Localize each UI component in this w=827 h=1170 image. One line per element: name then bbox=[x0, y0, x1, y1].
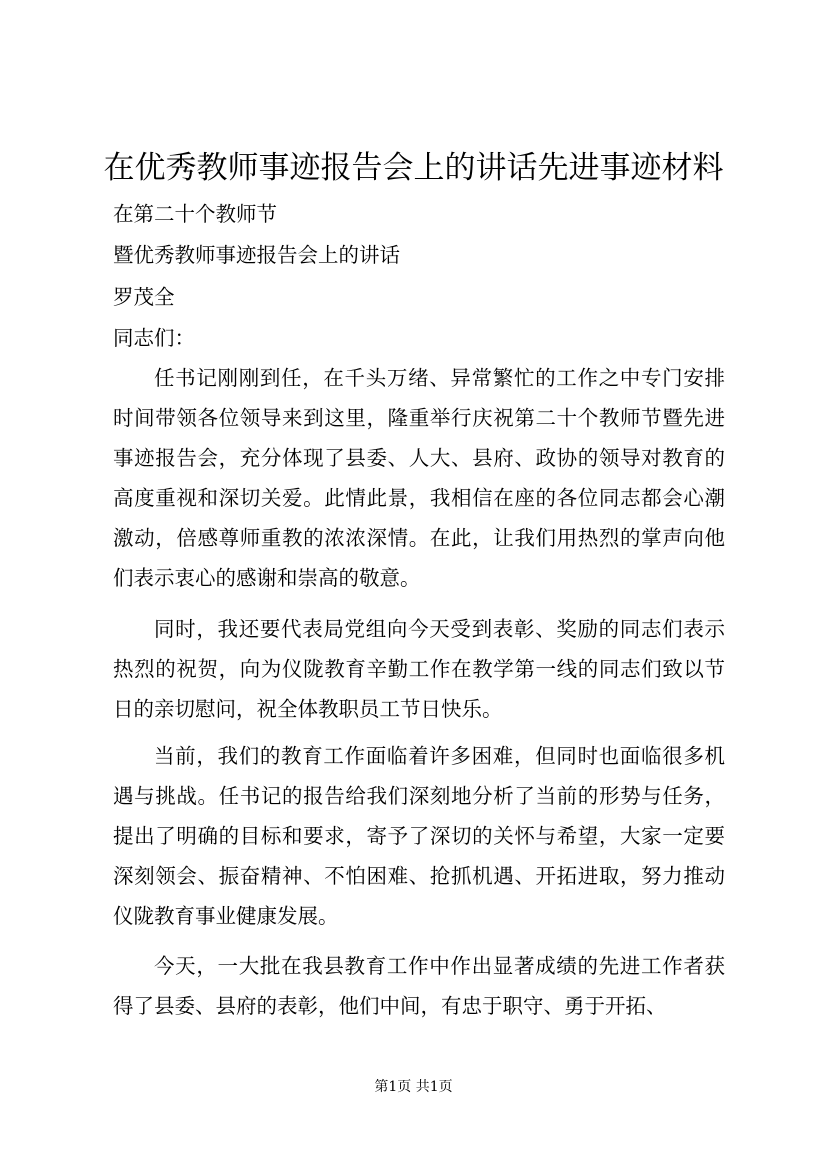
paragraph-1: 任书记刚刚到任，在千头万绪、异常繁忙的工作之中专门安排时间带领各位领导来到这里，隆重举行庆祝第二十个教师节暨先进事迹报告会，充分体现了县委、人大、县府、政协的领导对教育的高度重视和深切关爱。此情此景，我相信在座的各位同志都会心潮激动，倍感尊师重教的浓浓深情。在此，让我们用热烈的掌声向他们表示衷心的感谢和崇高的敬意。 bbox=[113, 366, 725, 590]
subtitle-line-2: 暨优秀教师事迹报告会上的讲话 bbox=[113, 243, 400, 267]
subtitle-line-1: 在第二十个教师节 bbox=[113, 202, 277, 226]
salutation: 同志们： bbox=[113, 326, 195, 350]
paragraph-4: 今天，一大批在我县教育工作中作出显著成绩的先进工作者获得了县委、县府的表彰，他们中间，有忠于职守、勇于开拓、 bbox=[113, 954, 725, 1018]
paragraph-3: 当前，我们的教育工作面临着许多困难，但同时也面临很多机遇与挑战。任书记的报告给我们深刻地分析了当前的形势与任务，提出了明确的目标和要求，寄予了深切的关怀与希望，大家一定要深刻领会、振奋精神、不怕困难、抢抓机遇、开拓进取，努力推动仪陇教育事业健康发展。 bbox=[113, 744, 725, 928]
document-title: 在优秀教师事迹报告会上的讲话先进事迹材料 bbox=[103, 150, 724, 186]
author-name: 罗茂全 bbox=[113, 285, 175, 309]
paragraph-2: 同时，我还要代表局党组向今天受到表彰、奖励的同志们表示热烈的祝贺，向为仪陇教育辛勤工作在教学第一线的同志们致以节日的亲切慰问，祝全体教职员工节日快乐。 bbox=[113, 617, 725, 721]
page-number-footer: 第1页 共1页 bbox=[374, 1079, 453, 1095]
